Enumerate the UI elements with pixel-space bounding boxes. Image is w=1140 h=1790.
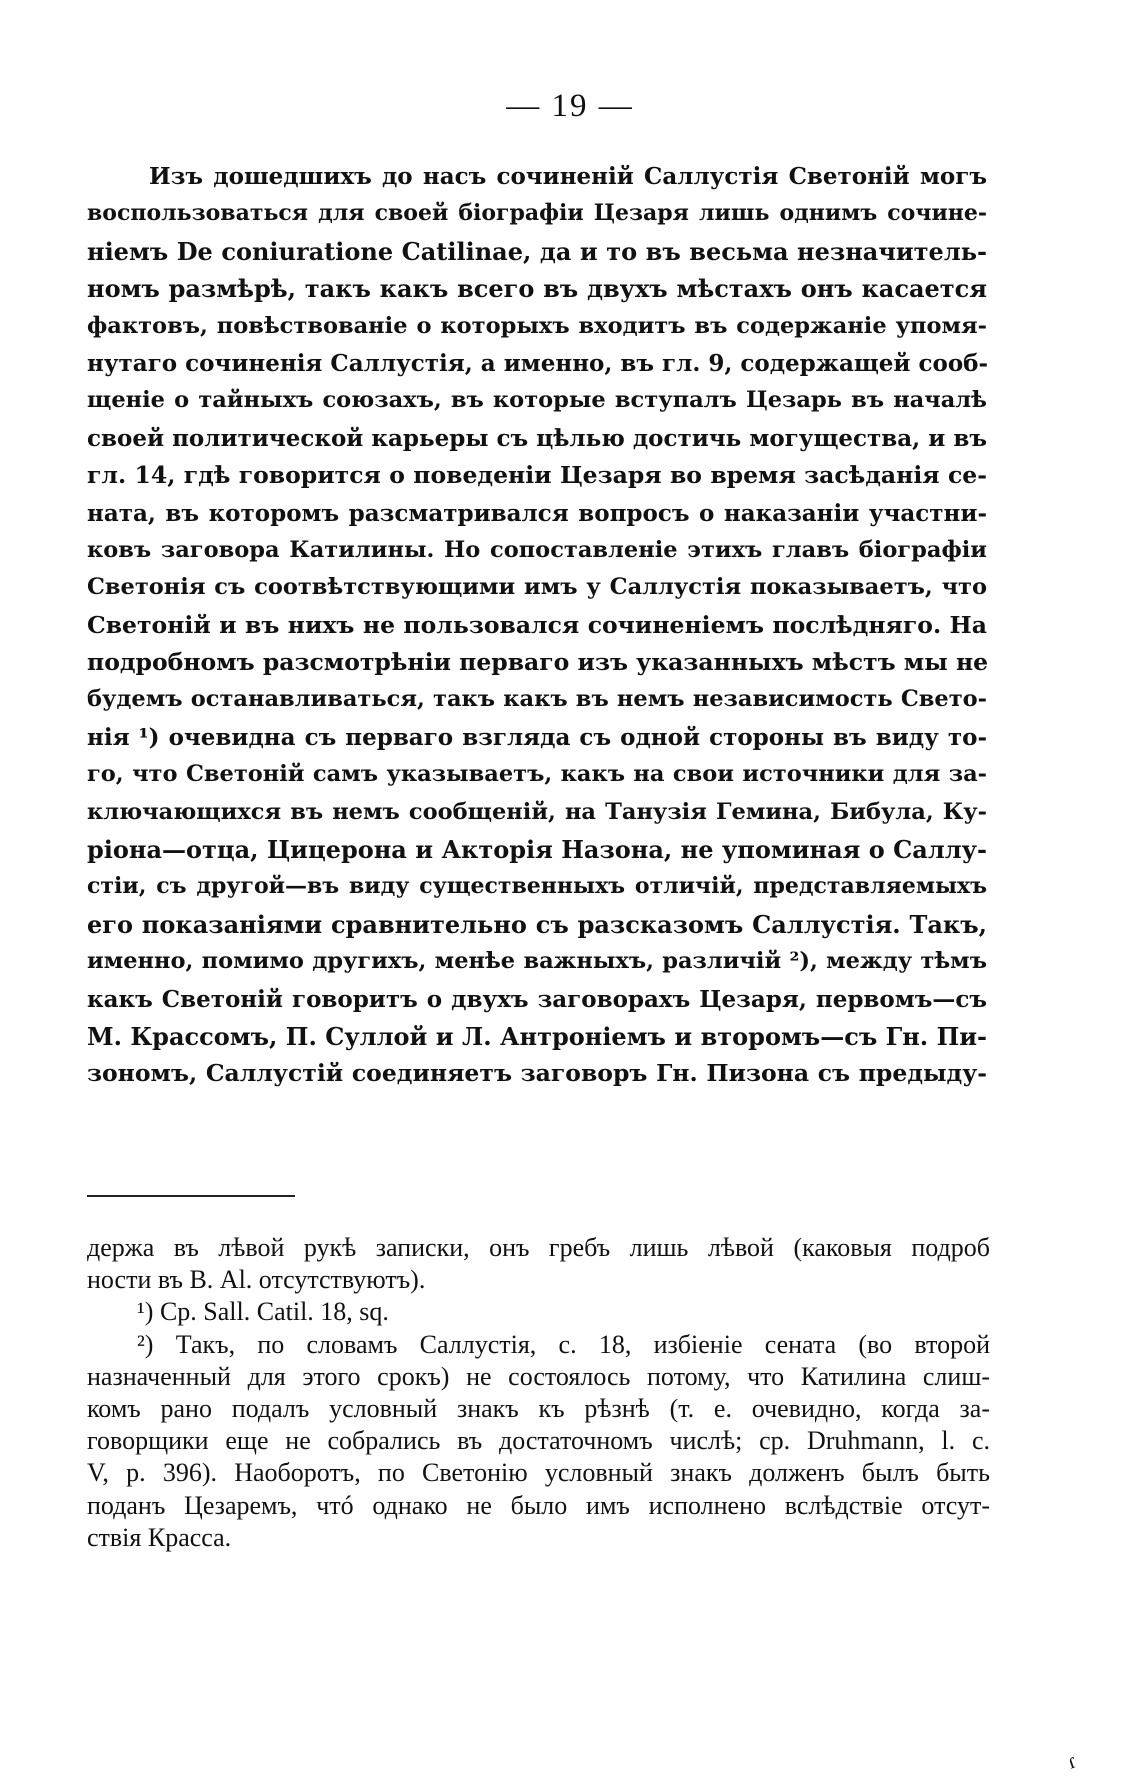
footnote-line: поданъ Цезаремъ, чтó однако не было имъ исполнено вслѣдствіе отсут- [87, 1490, 990, 1520]
footnote-line: комъ рано подалъ условный знакъ къ рѣзнѣ (т. е. очевидно, когда за- [87, 1393, 990, 1423]
footnotes-block [87, 1232, 990, 1554]
text-line: нія ¹) очевидна съ перваго взгляда съ одной стороны въ виду то- [87, 723, 987, 751]
text-line: стіи, съ другой—въ виду существенныхъ отличій, представляемыхъ [87, 873, 987, 900]
footnote-line: ности въ В. Al. отсутствуютъ). [87, 1265, 426, 1295]
text-line: своей политической карьеры съ цѣлью достичь могущества, и въ [87, 424, 987, 452]
text-line: будемъ останавливаться, такъ какъ въ немъ независимость Свето- [87, 686, 987, 713]
text-line: щеніе о тайныхъ союзахъ, въ которые вступалъ Цезарь въ началѣ [87, 387, 987, 414]
main-text-block [87, 158, 987, 1093]
text-line: ріона—отца, Цицерона и Акторія Назона, не упоминая о Саллу- [87, 835, 987, 865]
text-line: фактовъ, повѣствованіе о которыхъ входитъ въ содержаніе упомя- [87, 312, 987, 339]
text-line: Светоній и въ нихъ не пользовался сочиненіемъ послѣдняго. На [87, 610, 987, 639]
footnote-line: держа въ лѣвой рукѣ записки, онъ гребъ лишь лѣвой (каковыя подроб [87, 1233, 990, 1262]
text-line: именно, помимо другихъ, менѣе важныхъ, различій ²), между тѣмъ [87, 948, 987, 975]
footnote-line: назначенный для этого срокъ) не состоялось потому, что Катилина слиш- [87, 1361, 990, 1391]
text-line: подробномъ разсмотрѣніи перваго изъ указанныхъ мѣстъ мы не [87, 648, 989, 677]
text-line: ковъ заговора Катилины. Но сопоставленіе этихъ главъ біографіи [87, 536, 987, 563]
footnote-line: ствія Красса. [87, 1522, 232, 1552]
footnote-line: V, p. 396). Наоборотъ, по Светонію условный знакъ долженъ былъ быть [87, 1458, 990, 1488]
text-line: ната, въ которомъ разсматривался вопросъ о наказаніи участни- [87, 499, 987, 527]
footnote-divider [87, 1195, 295, 1197]
text-line: ключающихся въ немъ сообщеній, на Танузія Гемина, Бибула, Ку- [87, 798, 987, 825]
text-line: го, что Светоній самъ указываетъ, какъ на свои источники для за- [87, 761, 987, 788]
text-line: какъ Светоній говоритъ о двухъ заговорахъ Цезаря, первомъ—съ [87, 985, 987, 1013]
page-number: — 19 — [506, 88, 634, 124]
footnote-line: говорщики еще не собрались въ достаточномъ числѣ; ср. Druhmann, l. c. [87, 1426, 990, 1456]
text-line: нутаго сочиненія Саллустія, а именно, въ гл. 9, содержащей сооб- [87, 349, 989, 377]
text-line: М. Крассомъ, П. Суллой и Л. Антроніемъ и второмъ—съ Гн. Пи- [87, 1021, 987, 1051]
margin-mark: ɾ [1063, 1747, 1080, 1774]
text-line: ніемъ De coniuratione Catilinae, да и то въ весьма незначитель- [87, 236, 987, 266]
text-line: зономъ, Саллустій соединяетъ заговоръ Гн. Пизона съ предыду- [87, 1059, 987, 1088]
text-line: номъ размѣрѣ, такъ какъ всего въ двухъ мѣстахъ онъ касается [87, 274, 987, 304]
footnote-1: ¹) Cp. Sall. Catil. 18, sq. [137, 1297, 389, 1327]
footnote-2: ²) Такъ, по словамъ Саллустія, с. 18, избіеніе сената (во второй [137, 1329, 990, 1359]
text-line: воспользоваться для своей біографіи Цезаря лишь однимъ сочине- [87, 200, 987, 227]
text-line: Изъ дошедшихъ до насъ сочиненій Саллустія Светоній могъ [149, 163, 987, 190]
text-line: гл. 14, гдѣ говорится о поведеніи Цезаря во время засѣданія се- [87, 461, 987, 490]
text-line: Светонія съ соотвѣтствующими имъ у Саллустія показываетъ, что [87, 574, 987, 601]
text-line: его показаніями сравнительно съ разсказомъ Саллустія. Такъ, [87, 909, 987, 939]
